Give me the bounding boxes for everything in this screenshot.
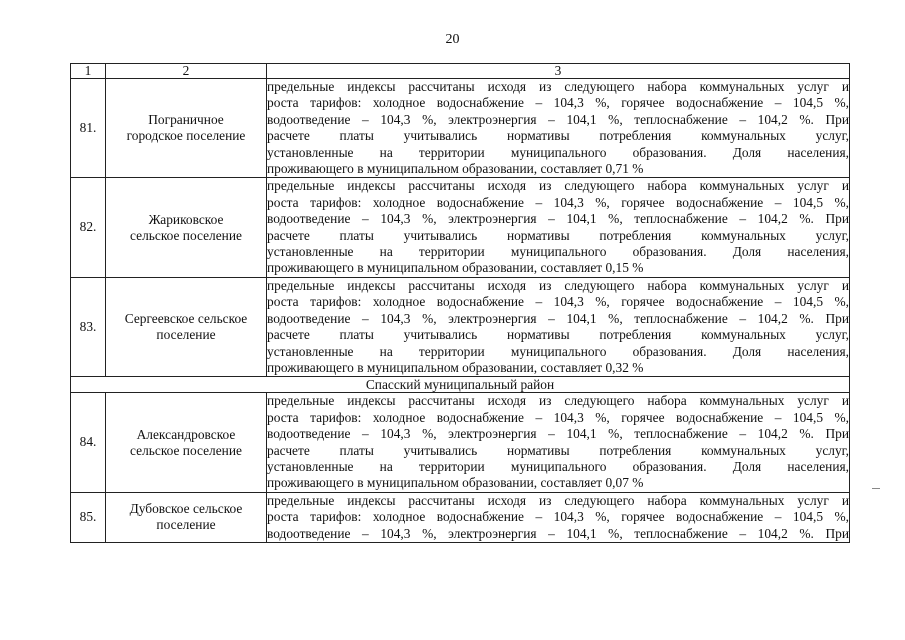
- table-row: [71, 492, 850, 542]
- settlement-name-line: городское поселение: [126, 128, 246, 144]
- table-row: [71, 277, 850, 376]
- settlement-name: [106, 79, 267, 178]
- row-number: 85.: [71, 492, 106, 542]
- description-line: предельные индексы рассчитаны исходя из следующего набора коммунальных услуг и: [267, 178, 849, 194]
- description-line: установленные на территории муниципального образования. Доля населения,: [267, 144, 849, 160]
- settlement-name-line: Александровское: [136, 426, 236, 442]
- settlement-name-line: Пограничное: [148, 112, 224, 128]
- description-line: водоотведение – 104,3 %, электроэнергия – 104,1 %, теплоснабжение – 104,2 %. При: [267, 211, 849, 227]
- description-line: водоотведение – 104,3 %, электроэнергия – 104,1 %, теплоснабжение – 104,2 %. При: [267, 111, 849, 127]
- column-header-3: 3: [267, 64, 850, 79]
- description-line: водоотведение – 104,3 %, электроэнергия – 104,1 %, теплоснабжение – 104,2 %. При: [267, 310, 849, 326]
- row-number: 82.: [71, 178, 106, 277]
- row-description: [267, 393, 850, 492]
- description-line: проживающего в муниципальном образовании, составляет 0,07 %: [267, 475, 644, 491]
- section-row: [71, 377, 850, 393]
- description-line: предельные индексы рассчитаны исходя из следующего набора коммунальных услуг и: [267, 277, 849, 293]
- row-description: [267, 79, 850, 178]
- section-title: Спасский муниципальный район: [71, 377, 850, 393]
- settlement-name-line: поселение: [156, 327, 216, 343]
- page-number: 20: [445, 32, 460, 47]
- settlement-name: [106, 393, 267, 492]
- description-line: расчете платы учитывались нормативы потребления коммунальных услуг,: [267, 327, 849, 343]
- table-header-row: [71, 64, 850, 79]
- description-line: предельные индексы рассчитаны исходя из следующего набора коммунальных услуг и: [267, 492, 849, 508]
- tariff-index-table: [70, 63, 850, 543]
- settlement-name-line: Сергеевское сельское: [124, 311, 248, 327]
- description-line: роста тарифов: холодное водоснабжение – 104,3 %, горячее водоснабжение – 104,5 %,: [267, 194, 849, 210]
- settlement-name-line: Дубовское сельское: [129, 501, 243, 517]
- row-number: 84.: [71, 393, 106, 492]
- description-line: роста тарифов: холодное водоснабжение – 104,3 %, горячее водоснабжение – 104,5 %,: [267, 95, 849, 111]
- settlement-name-line: Жариковское: [148, 211, 224, 227]
- description-line: роста тарифов: холодное водоснабжение – 104,3 %, горячее водоснабжение – 104,5 %,: [267, 409, 849, 425]
- settlement-name: [106, 277, 267, 376]
- description-line: расчете платы учитывались нормативы потребления коммунальных услуг,: [267, 227, 849, 243]
- row-number: 81.: [71, 79, 106, 178]
- row-number: 83.: [71, 277, 106, 376]
- description-line: предельные индексы рассчитаны исходя из следующего набора коммунальных услуг и: [267, 79, 849, 94]
- settlement-name: [106, 492, 267, 542]
- description-line: водоотведение – 104,3 %, электроэнергия – 104,1 %, теплоснабжение – 104,2 %. При: [267, 525, 849, 541]
- description-line: роста тарифов: холодное водоснабжение – 104,3 %, горячее водоснабжение – 104,5 %,: [267, 509, 849, 525]
- description-line: предельные индексы рассчитаны исходя из следующего набора коммунальных услуг и: [267, 393, 849, 409]
- settlement-name: [106, 178, 267, 277]
- page-bottom-margin: [0, 566, 905, 640]
- description-line: расчете платы учитывались нормативы потребления коммунальных услуг,: [267, 128, 849, 144]
- settlement-name-line: сельское поселение: [130, 442, 242, 458]
- scan-margin-mark: [872, 488, 880, 489]
- column-header-1: 1: [71, 64, 106, 79]
- description-line: установленные на территории муниципального образования. Доля населения,: [267, 244, 849, 260]
- table-row: [71, 178, 850, 277]
- description-line: проживающего в муниципальном образовании, составляет 0,71 %: [267, 161, 644, 177]
- column-header-2: 2: [106, 64, 267, 79]
- description-line: установленные на территории муниципального образования. Доля населения,: [267, 343, 849, 359]
- description-line: роста тарифов: холодное водоснабжение – 104,3 %, горячее водоснабжение – 104,5 %,: [267, 294, 849, 310]
- description-line: проживающего в муниципальном образовании, составляет 0,32 %: [267, 359, 644, 375]
- settlement-name-line: сельское поселение: [130, 227, 242, 243]
- row-description: [267, 178, 850, 277]
- description-line: проживающего в муниципальном образовании, составляет 0,15 %: [267, 260, 644, 276]
- table-row: [71, 79, 850, 178]
- description-line: водоотведение – 104,3 %, электроэнергия – 104,1 %, теплоснабжение – 104,2 %. При: [267, 426, 849, 442]
- row-description: [267, 492, 850, 542]
- row-description: [267, 277, 850, 376]
- description-line: расчете платы учитывались нормативы потребления коммунальных услуг,: [267, 442, 849, 458]
- description-line: установленные на территории муниципального образования. Доля населения,: [267, 458, 849, 474]
- settlement-name-line: поселение: [156, 517, 216, 533]
- table-row: [71, 393, 850, 492]
